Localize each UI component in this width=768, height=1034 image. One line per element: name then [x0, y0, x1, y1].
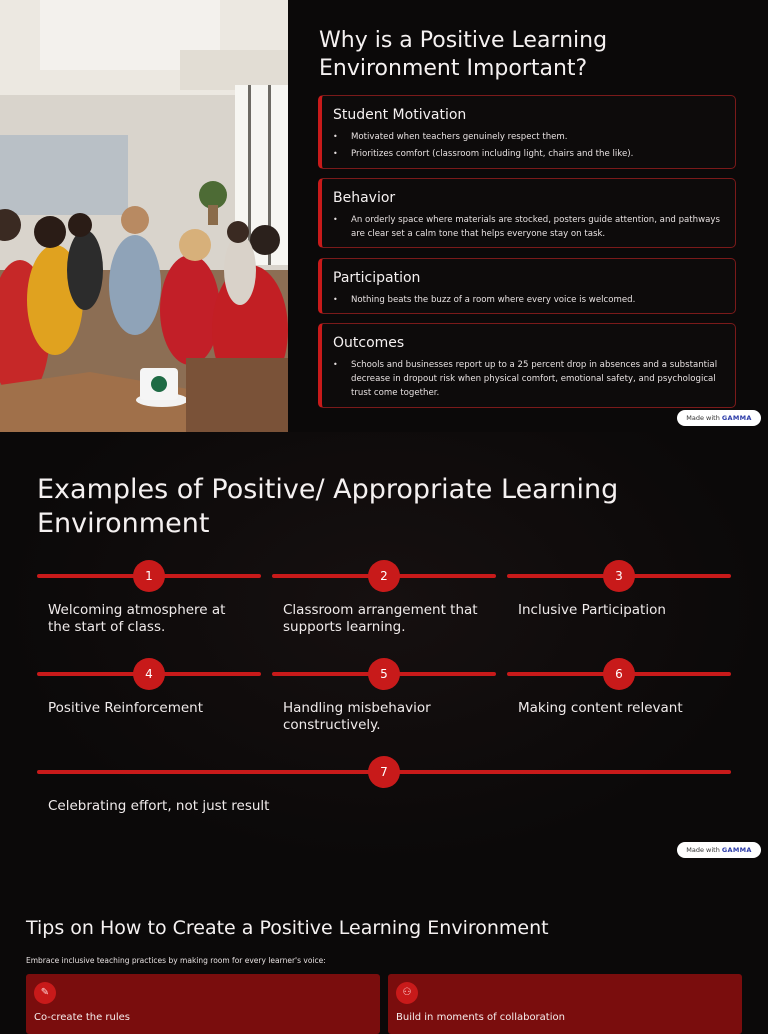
gamma-logo: GAMMA — [721, 414, 752, 422]
card-participation — [318, 258, 736, 314]
rules-icon: ✎ — [34, 982, 56, 1004]
slide3-subtitle: Embrace inclusive teaching practices by making room for every learner's voice: — [26, 956, 326, 965]
gamma-logo: GAMMA — [721, 846, 752, 854]
card-heading: Student Motivation — [333, 107, 467, 123]
step-number: 2 — [368, 560, 400, 592]
made-with-gamma-badge[interactable] — [677, 410, 761, 426]
step-number: 7 — [368, 756, 400, 788]
step-text: Inclusive Participation — [518, 602, 666, 618]
card-heading: Behavior — [333, 190, 396, 206]
card-behavior — [318, 178, 736, 248]
step-text: Celebrating effort, not just result — [48, 798, 270, 814]
step-text: Making content relevant — [518, 700, 683, 716]
card-heading: Outcomes — [333, 335, 405, 351]
step-number: 3 — [603, 560, 635, 592]
step-text: Positive Reinforcement — [48, 700, 204, 716]
card-bullet: • Prioritizes comfort (classroom including light, chairs and the like). — [333, 147, 723, 161]
step-number: 6 — [603, 658, 635, 690]
card-outcomes — [318, 323, 736, 408]
step-3 — [507, 432, 731, 618]
step-text: Welcoming atmosphere at the start of class. — [48, 602, 226, 635]
card-student-motivation — [318, 95, 736, 169]
step-number: 1 — [133, 560, 165, 592]
slide-tips — [0, 864, 768, 1024]
made-with-gamma-badge[interactable] — [677, 842, 761, 858]
step-number: 4 — [133, 658, 165, 690]
step-6 — [507, 530, 731, 716]
step-number: 5 — [368, 658, 400, 690]
collaboration-icon: ⚇ — [396, 982, 418, 1004]
badge-prefix: Made with — [686, 846, 720, 854]
step-text: Handling misbehavior constructively. — [283, 700, 431, 733]
slide-importance — [0, 0, 768, 432]
tip-label: Build in moments of collaboration — [396, 1012, 565, 1023]
slide-examples — [0, 432, 768, 864]
step-1 — [37, 432, 261, 635]
slide3-title: Tips on How to Create a Positive Learning Environment — [26, 917, 549, 939]
card-bullet: • Motivated when teachers genuinely respect them. — [333, 130, 723, 144]
card-bullet: • An orderly space where materials are stocked, posters guide attention, and pathways are clear set a calm tone that helps everyone stay on task. — [333, 213, 723, 241]
step-text: Classroom arrangement that supports learning. — [283, 602, 478, 635]
card-bullet: • Nothing beats the buzz of a room where every voice is welcomed. — [333, 293, 723, 307]
tip-card-co-create-rules — [26, 974, 380, 1034]
badge-prefix: Made with — [686, 414, 720, 422]
card-heading: Participation — [333, 270, 421, 286]
classroom-photo — [0, 0, 288, 432]
card-bullet: • Schools and businesses report up to a 25 percent drop in absences and a substantial decrease in dropout risk when physical comfort, emotional safety, and psychological trust come together. — [333, 358, 723, 400]
tip-label: Co-create the rules — [34, 1012, 130, 1023]
slide1-title: Why is a Positive Learning Environment Important? — [319, 28, 608, 81]
step-2 — [272, 432, 496, 635]
slide2-title: Examples of Positive/ Appropriate Learning Environment — [37, 474, 619, 539]
tip-card-collaboration — [388, 974, 742, 1034]
